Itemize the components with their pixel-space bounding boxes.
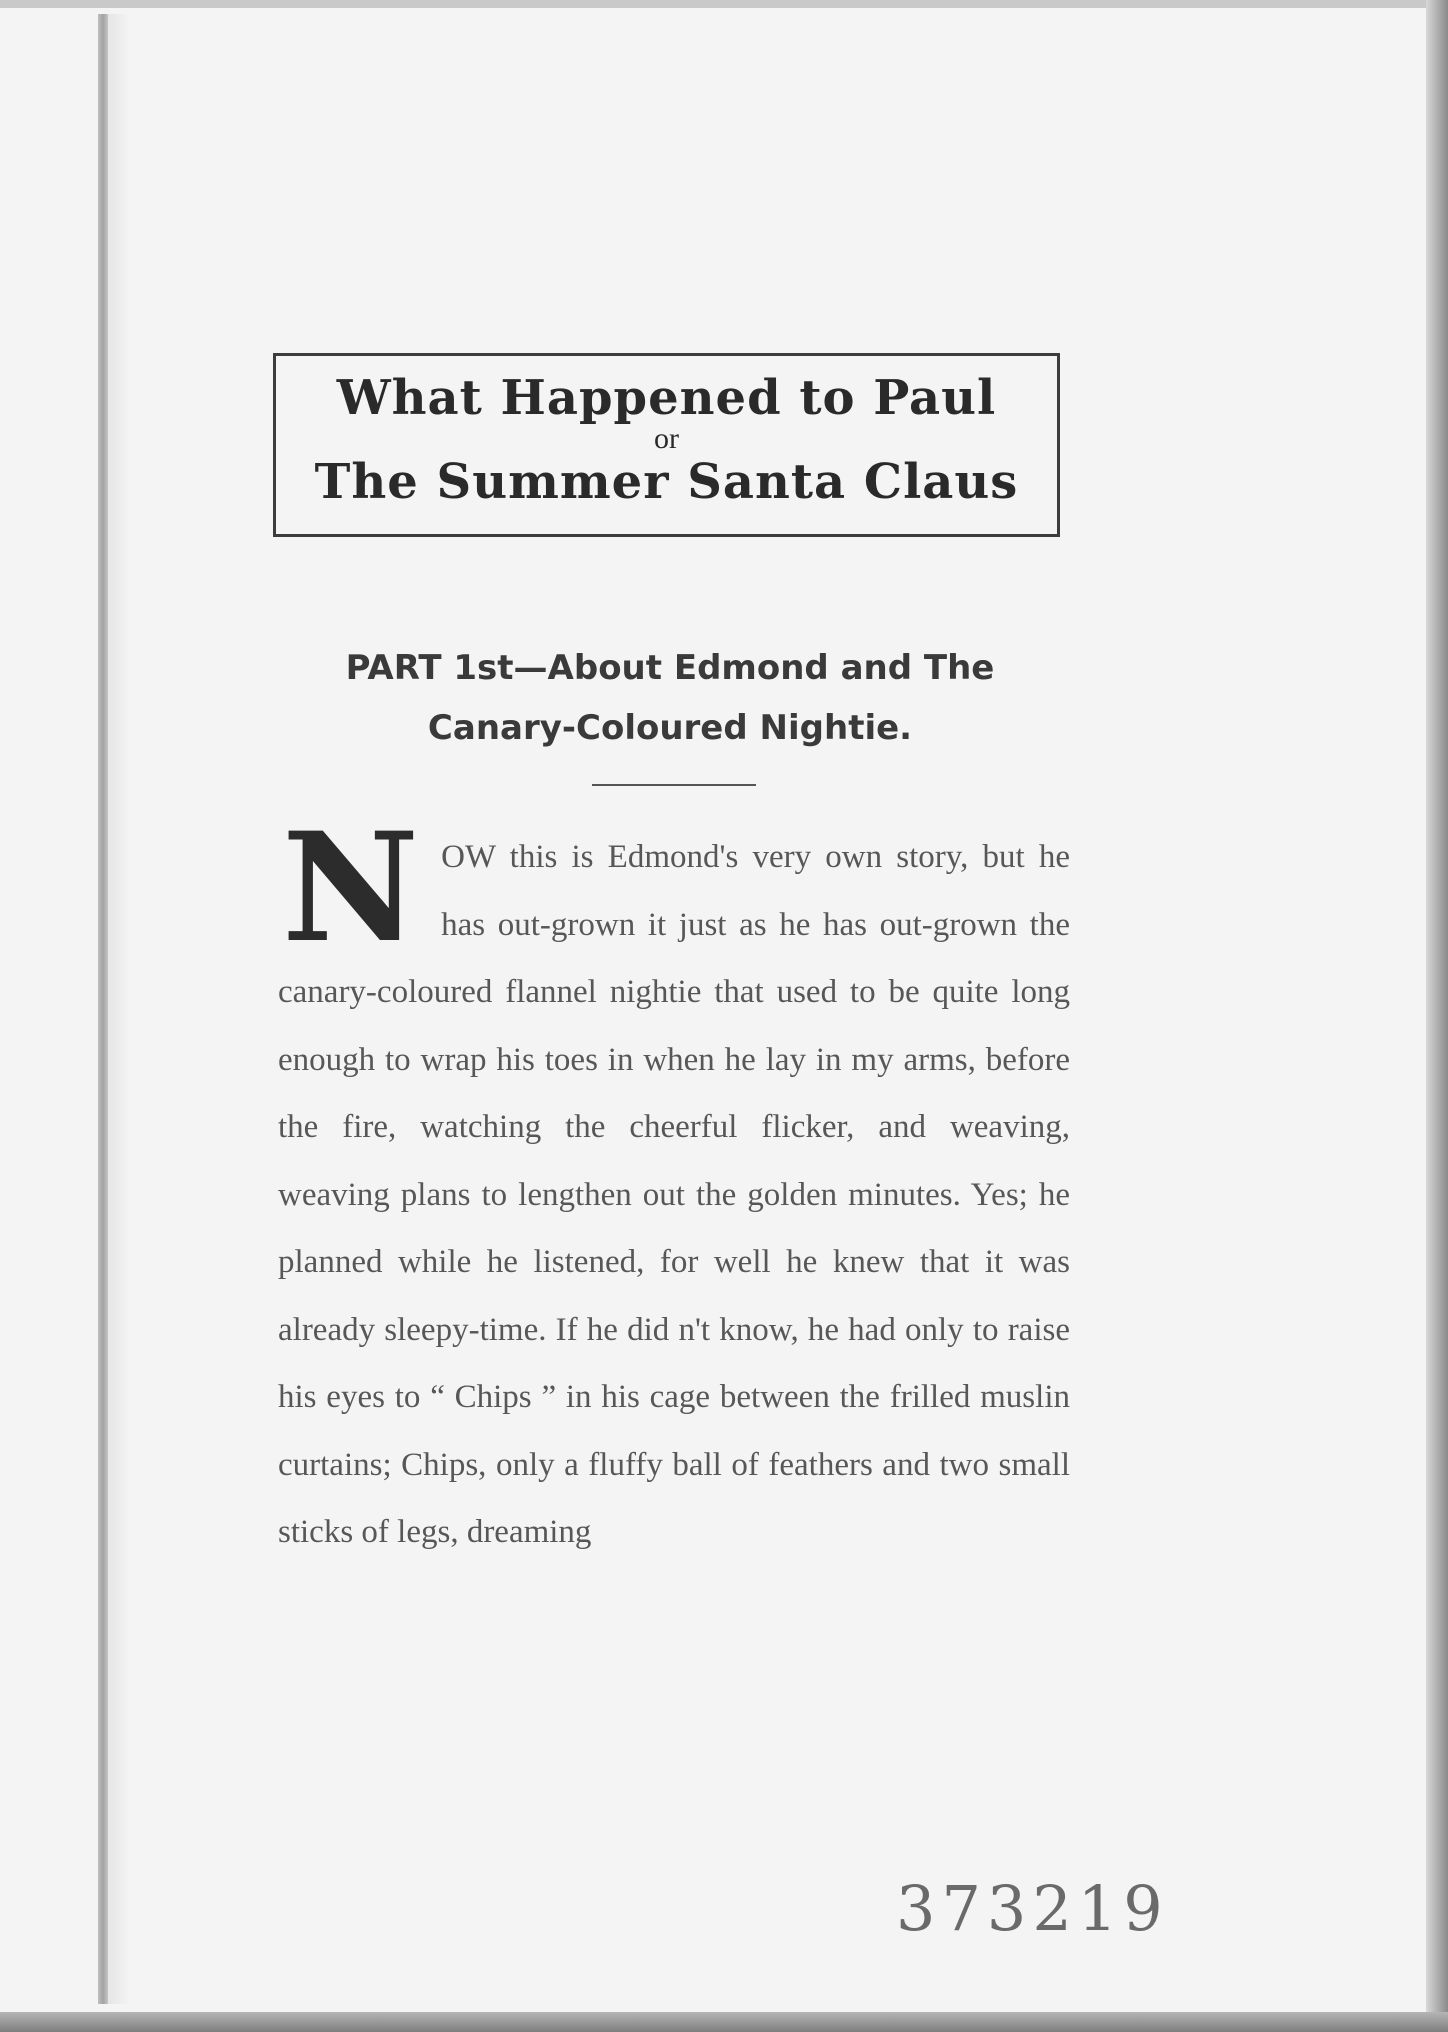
- title-or: or: [654, 422, 679, 455]
- body-text: [278, 800, 1070, 1567]
- divider-rule: [592, 784, 756, 786]
- title-line-2: The Summer Santa Claus: [314, 454, 1019, 510]
- title-line-1: What Happened to Paul: [336, 370, 997, 426]
- title-box: [273, 353, 1060, 537]
- part-heading: [260, 638, 1080, 758]
- book-spine: [98, 14, 108, 2004]
- spine-shadow: [108, 14, 130, 2004]
- page-bottom-edge: [0, 2012, 1448, 2032]
- part-heading-line-2: Canary-Coloured Nightie.: [427, 708, 913, 748]
- page-right-edge: [1426, 0, 1448, 2032]
- paragraph-text: this is Edmond's very own story, but he has out-grown it just as he has out-grown the canary-coloured flannel nightie that used to be quite long enough to wrap his toes in when he lay in my arms, before the fire, watching the cheerful flicker, and weaving, weaving plans to lengthen out the golden minutes. Yes; he planned while he listened, for well he knew that it was already sleepy-time. If he did n't know, he had only to raise his eyes to “ Chips ” in his cage between the frilled muslin curtains; Chips, only a fluffy ball of feathers and two small sticks of legs, dreaming: [278, 839, 1070, 1550]
- lead-word: OW: [441, 839, 496, 875]
- stamp-number: 373219: [896, 1872, 1169, 1945]
- part-heading-line-1: PART 1st—About Edmond and The: [345, 648, 995, 688]
- drop-cap: N: [282, 800, 420, 976]
